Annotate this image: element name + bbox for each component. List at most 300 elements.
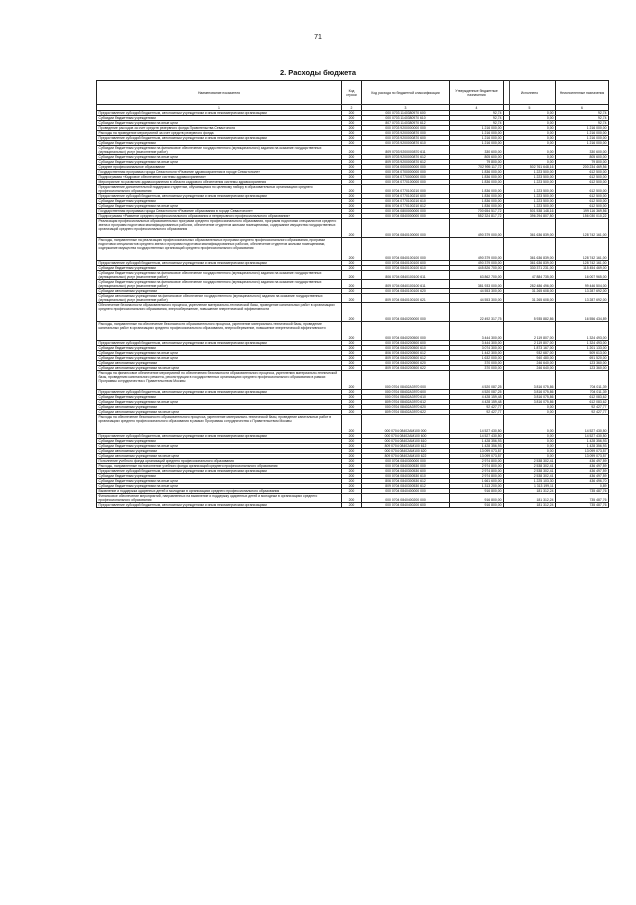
cell-executed: 361 636 839,00 <box>504 219 556 238</box>
cell-approved: 330 600,00 <box>450 146 504 155</box>
cell-classification-code: 000 0704 08402А3970 610 <box>362 395 450 400</box>
cell-approved: 2 974 800,00 <box>450 474 504 479</box>
cell-executed: 1 223 500,00 <box>504 199 556 204</box>
cell-classification-code: 000 0704 0770100000 000 <box>362 180 450 185</box>
cell-remaining: 805 600,00 <box>556 155 609 160</box>
cell-classification-code: 000 0704 08402А3970 000 <box>362 371 450 390</box>
cell-executed: 181 312,24 <box>504 489 556 494</box>
cell-remaining: 612 083,62 <box>556 400 609 405</box>
cell-name: Субсидии бюджетным учреждениям на иные цели <box>97 121 342 126</box>
table-row <box>97 371 609 390</box>
cell-name: Предоставление субсидий бюджетным, автономным учреждениям и иным некоммерческим организациям <box>97 503 342 508</box>
table-row <box>97 303 609 322</box>
cell-name: Предоставление субсидий бюджетным, автономным учреждениям и иным некоммерческим организациям <box>97 341 342 346</box>
cell-approved: 2 974 800,00 <box>450 459 504 464</box>
cell-name: Субсидии бюджетным учреждениям на иные цели <box>97 444 342 449</box>
cell-executed: 1 223 500,00 <box>504 175 556 180</box>
cell-line-code: 200 <box>342 160 362 165</box>
cell-remaining: 13 287 692,00 <box>556 294 609 303</box>
cell-remaining: 1 428 356,93 <box>556 439 609 444</box>
cell-classification-code: 000 0704 0770100210 000 <box>362 185 450 194</box>
cell-classification-code: 809 0703 9200000870 611 <box>362 146 450 155</box>
cell-name: Предоставление субсидий бюджетным, автономным учреждениям и иным некоммерческим организациям <box>97 261 342 266</box>
cell-approved: 3 074 300,00 <box>450 346 504 351</box>
cell-line-code: 200 <box>342 449 362 454</box>
cell-line-code: 200 <box>342 303 362 322</box>
cell-remaining: 1 428 356,93 <box>556 444 609 449</box>
cell-classification-code: 000 0704 0840100100 600 <box>362 261 450 266</box>
cell-executed: 0,00 <box>504 405 556 410</box>
cell-executed: 1 873 167,00 <box>504 346 556 351</box>
cell-executed: 501 538 148,16 <box>504 209 556 214</box>
cell-remaining: 612 500,00 <box>556 199 609 204</box>
cell-name: Обеспечение безопасности образовательного процесса, укрепление материально-технической базы, проведение капитальных работ в организациях среднего профессионального образования, энергосбережение, повышение энергетической эффективности <box>97 303 342 322</box>
cell-classification-code: 000 0704 0840100000 000 <box>362 219 450 238</box>
cell-line-code: 200 <box>342 459 362 464</box>
cell-line-code: 200 <box>342 469 362 474</box>
header-line-code: Код строки <box>342 81 362 105</box>
cell-remaining: 612 500,00 <box>556 185 609 194</box>
cell-name: Субсидии автономным учреждениям на иные цели <box>97 454 342 459</box>
cell-executed: 0,00 <box>504 141 556 146</box>
cell-name: Расходы на проведение мероприятий за счет средств резервного фонда <box>97 131 342 136</box>
cell-line-code: 200 <box>342 165 362 170</box>
cell-approved: 44 553 300,00 <box>450 294 504 303</box>
cell-approved: 63 862 700,00 <box>450 271 504 280</box>
cell-executed: 2 119 807,00 <box>504 322 556 341</box>
cell-name: Субсидии бюджетным учреждениям <box>97 116 342 121</box>
cell-classification-code: 000 0704 0700000000 000 <box>362 170 450 175</box>
cell-remaining: 612 500,00 <box>556 204 609 209</box>
cell-name: Выявление и поддержка одаренных детей и молодежи в организациях среднего профессионального образования <box>97 489 342 494</box>
header-number: 3 <box>362 105 450 111</box>
budget-expenses-table-wrapper <box>96 80 608 508</box>
cell-remaining: 13 099 073,57 <box>556 449 609 454</box>
cell-executed: 0,00 <box>504 126 556 131</box>
cell-classification-code: 000 0704 08402А3970 600 <box>362 390 450 395</box>
table-row <box>97 415 609 434</box>
cell-name: Субсидии автономным учреждениям <box>97 405 342 410</box>
cell-line-code: 200 <box>342 371 362 390</box>
cell-classification-code: 000 0704 0840200500 600 <box>362 341 450 346</box>
cell-executed: 2 538 302,41 <box>504 459 556 464</box>
cell-approved: 370 000,00 <box>450 361 504 366</box>
cell-approved: 4 428 159,48 <box>450 400 504 405</box>
cell-name: Субсидии бюджетным учреждениям на иные цели <box>97 351 342 356</box>
cell-executed: 0,00 <box>504 116 556 121</box>
cell-approved: 4 520 087,25 <box>450 371 504 390</box>
cell-executed: 3 816 075,86 <box>504 371 556 390</box>
cell-approved: 92 427,77 <box>450 410 504 415</box>
table-row <box>97 185 609 194</box>
page-number: 71 <box>314 34 322 41</box>
cell-classification-code: 806 0704 0840200500 612 <box>362 351 450 356</box>
cell-approved: 13 099 073,57 <box>450 449 504 454</box>
cell-classification-code: 809 0704 08402А3970 612 <box>362 400 450 405</box>
cell-line-code: 200 <box>342 351 362 356</box>
cell-line-code: 200 <box>342 361 362 366</box>
cell-line-code: 200 <box>342 346 362 351</box>
cell-name: Предоставление субсидий бюджетным, автономным учреждениям и иным некоммерческим организациям <box>97 194 342 199</box>
cell-classification-code: 000 0703 1140380970 610 <box>362 116 450 121</box>
cell-name: Предоставление субсидий бюджетным, автономным учреждениям и иным некоммерческим организациям <box>97 469 342 474</box>
cell-classification-code: 000 0704 0840200500 610 <box>362 346 450 351</box>
cell-classification-code: 000 0704 0840200000 000 <box>362 303 450 322</box>
cell-line-code: 200 <box>342 180 362 185</box>
cell-executed: 3 816 075,86 <box>504 400 556 405</box>
header-name: Наименование показателя <box>97 81 342 105</box>
cell-executed: 0,00 <box>504 160 556 165</box>
cell-line-code: 200 <box>342 395 362 400</box>
cell-executed: 0,00 <box>504 454 556 459</box>
cell-classification-code: 000 0703 9200000000 000 <box>362 126 450 131</box>
cell-line-code: 200 <box>342 141 362 146</box>
cell-executed: 246 640,00 <box>504 361 556 366</box>
cell-classification-code: 000 0704 08402АМ100 000 <box>362 415 450 434</box>
cell-remaining: 704 011,39 <box>556 390 609 395</box>
cell-classification-code: 806 0704 0840300530 612 <box>362 479 450 484</box>
cell-executed: 181 312,24 <box>504 494 556 503</box>
cell-name: Предоставление субсидий бюджетным, автономным учреждениям и иным некоммерческим организациям <box>97 390 342 395</box>
cell-remaining: 1 216 000,00 <box>556 141 609 146</box>
cell-approved: 14 527 430,50 <box>450 434 504 439</box>
cell-line-code: 200 <box>342 294 362 303</box>
cell-remaining: 436 497,59 <box>556 459 609 464</box>
cell-executed: 181 312,24 <box>504 503 556 508</box>
cell-name: Субсидии автономным учреждениям на финансовое обеспечение государственного (муниципального) задания на оказание государственных (муниципальных) услуг (выполнение работ) <box>97 294 342 303</box>
cell-classification-code: 000 0704 0770000000 000 <box>362 175 450 180</box>
cell-approved: 1 836 000,00 <box>450 170 504 175</box>
cell-name: Предоставление субсидий бюджетным, автономным учреждениям и иным некоммерческим организациям <box>97 136 342 141</box>
cell-executed: 282 486 496,00 <box>504 280 556 289</box>
cell-approved: 1 216 000,00 <box>450 136 504 141</box>
cell-approved: 4 520 087,25 <box>450 390 504 395</box>
cell-line-code: 200 <box>342 121 362 126</box>
cell-remaining: 1 324 493,00 <box>556 341 609 346</box>
cell-remaining: 1 216 000,00 <box>556 126 609 131</box>
cell-remaining: 156 030 010,22 <box>556 214 609 219</box>
cell-classification-code: 000 0704 0840300530 600 <box>362 469 450 474</box>
cell-name: Субсидии бюджетным учреждениям <box>97 199 342 204</box>
cell-line-code: 200 <box>342 444 362 449</box>
cell-name: Государственная программа города Севастополя «Развитие здравоохранения в городе Севастополе» <box>97 170 342 175</box>
cell-name: Предоставление дополнительной поддержки студентам, обучающимся по целевому набору в образовательных организациях среднего профессионального образования <box>97 185 342 194</box>
cell-executed: 361 636 839,00 <box>504 238 556 261</box>
cell-remaining: 436 497,59 <box>556 464 609 469</box>
cell-executed: 5 935 882,86 <box>504 303 556 322</box>
cell-approved: 92 427,77 <box>450 405 504 410</box>
cell-line-code: 200 <box>342 410 362 415</box>
cell-name: Субсидии бюджетным учреждениям <box>97 346 342 351</box>
cell-approved: 805 600,00 <box>450 155 504 160</box>
header-number: 2 <box>342 105 362 111</box>
cell-classification-code: 000 0704 0840300530 610 <box>362 474 450 479</box>
cell-name: Субсидии автономным учреждениям на иные цели <box>97 366 342 371</box>
cell-classification-code: 000 0704 0840400200 600 <box>362 503 450 508</box>
cell-remaining: 1 324 493,00 <box>556 322 609 341</box>
cell-approved: 370 000,00 <box>450 366 504 371</box>
cell-line-code: 200 <box>342 322 362 341</box>
cell-remaining: 1 201 133,00 <box>556 346 609 351</box>
cell-name: Субсидии автономным учреждениям на иные цели <box>97 410 342 415</box>
cell-line-code: 200 <box>342 266 362 271</box>
cell-line-code: 200 <box>342 464 362 469</box>
cell-approved: 79 800,00 <box>450 160 504 165</box>
cell-remaining: 612 500,00 <box>556 170 609 175</box>
cell-remaining: 1 216 000,00 <box>556 131 609 136</box>
cell-executed: 1 313 199,11 <box>504 484 556 489</box>
cell-name: Финансовое обеспечение мероприятий, направленных на выявление и поддержку одаренных детей и молодежи в организациях среднего профессионального образования <box>97 494 342 503</box>
cell-approved: 1 216 000,00 <box>450 131 504 136</box>
cell-name: Субсидии автономным учреждениям <box>97 449 342 454</box>
cell-classification-code: 809 0704 0840100100 611 <box>362 280 450 289</box>
cell-approved: 916 800,00 <box>450 494 504 503</box>
cell-classification-code: 000 0703 1140380970 600 <box>362 111 450 116</box>
cell-line-code: 200 <box>342 204 362 209</box>
cell-name: Субсидии бюджетным учреждениям на иные цели <box>97 204 342 209</box>
header-remaining: Неисполненные назначения <box>556 81 609 105</box>
cell-remaining: 92,74 <box>556 111 609 116</box>
table-body <box>97 111 609 508</box>
cell-name: Расходы на обеспечение безопасности образовательного процесса, укрепление материально-технической базы, проведение капитальных работ в организациях среднего профессионального образования в рамках Программы сотрудничества с Правительством Москвы <box>97 415 342 434</box>
cell-name: Субсидии бюджетным учреждениям <box>97 439 342 444</box>
cell-approved: 92,74 <box>450 111 504 116</box>
cell-remaining: 92,74 <box>556 121 609 126</box>
cell-classification-code: 000 0704 0840200500 000 <box>362 322 450 341</box>
cell-executed: 0,00 <box>504 410 556 415</box>
cell-approved: 3 444 300,00 <box>450 322 504 341</box>
cell-executed: 31 265 608,00 <box>504 294 556 303</box>
table-row <box>97 271 609 280</box>
cell-approved: 1 428 356,93 <box>450 439 504 444</box>
cell-remaining: 330 600,00 <box>556 146 609 155</box>
cell-line-code: 200 <box>342 209 362 214</box>
cell-approved: 490 379 000,00 <box>450 219 504 238</box>
table-row <box>97 238 609 261</box>
scan-edge-mark <box>509 80 510 120</box>
cell-classification-code: 809 0704 0840100100 621 <box>362 294 450 303</box>
cell-executed: 1 225 103,30 <box>504 479 556 484</box>
cell-remaining: 16 556 434,89 <box>556 303 609 322</box>
cell-approved: 1 836 000,00 <box>450 185 504 194</box>
cell-name: Субсидии бюджетным учреждениям на иные цели <box>97 155 342 160</box>
cell-remaining: 612 500,00 <box>556 180 609 185</box>
cell-remaining: 128 742 161,00 <box>556 219 609 238</box>
header-number: 6 <box>556 105 609 111</box>
cell-executed: 1 223 500,00 <box>504 204 556 209</box>
cell-approved: 1 836 000,00 <box>450 175 504 180</box>
cell-classification-code: 000 0704 08402АМ100 610 <box>362 439 450 444</box>
cell-approved: 1 216 000,00 <box>450 141 504 146</box>
cell-name: Субсидии бюджетным учреждениям <box>97 266 342 271</box>
cell-executed: 0,00 <box>504 444 556 449</box>
cell-name: Субсидии бюджетным учреждениям на иные цели <box>97 400 342 405</box>
cell-name: Субсидии автономным учреждениям <box>97 289 342 294</box>
table-row <box>97 146 609 155</box>
cell-executed: 0,00 <box>504 146 556 155</box>
cell-executed: 0,00 <box>504 111 556 116</box>
cell-approved: 4 428 159,48 <box>450 395 504 400</box>
cell-classification-code: 809 0704 0840200500 622 <box>362 366 450 371</box>
cell-line-code: 200 <box>342 175 362 180</box>
cell-classification-code: 000 0704 08402АМ100 600 <box>362 434 450 439</box>
cell-remaining: 92 427,77 <box>556 405 609 410</box>
cell-executed: 1 223 500,00 <box>504 180 556 185</box>
cell-approved: 916 800,00 <box>450 503 504 508</box>
cell-executed: 1 223 500,00 <box>504 185 556 194</box>
cell-classification-code: 000 0704 0770100210 610 <box>362 199 450 204</box>
cell-line-code: 200 <box>342 111 362 116</box>
cell-name: Пополнение учебного фонда организаций среднего профессионального образования <box>97 459 342 464</box>
cell-remaining: 612 083,62 <box>556 395 609 400</box>
header-number: 5 <box>504 105 556 111</box>
cell-name: Предоставление субсидий бюджетным, автономным учреждениям и иным некоммерческим организациям <box>97 434 342 439</box>
table-row <box>97 214 609 219</box>
cell-classification-code: 809 0704 0840200500 612 <box>362 356 450 361</box>
cell-approved: 1 442 300,00 <box>450 351 504 356</box>
cell-remaining: 128 742 161,00 <box>556 238 609 261</box>
cell-approved: 1 836 000,00 <box>450 199 504 204</box>
cell-executed: 1 223 500,00 <box>504 194 556 199</box>
cell-executed: 0,00 <box>504 131 556 136</box>
cell-remaining: 79 800,00 <box>556 160 609 165</box>
cell-name: Расходы на финансовое обеспечение мероприятий по обеспечению безопасности образовательного процесса, укреплению материально-технической базы, проведению капитального ремонта, реконструкции в государственных организациях среднего профессионального образования в рамках Программы сотрудничества с Правительством Москвы <box>97 371 342 390</box>
cell-executed: 3 816 075,86 <box>504 395 556 400</box>
cell-remaining: 92 427,77 <box>556 410 609 415</box>
cell-line-code: 200 <box>342 484 362 489</box>
cell-approved: 44 553 300,00 <box>450 289 504 294</box>
cell-line-code: 200 <box>342 415 362 434</box>
cell-approved: 3 444 300,00 <box>450 341 504 346</box>
cell-executed: 47 884 735,00 <box>504 271 556 280</box>
cell-classification-code: 809 0704 08402А3970 622 <box>362 410 450 415</box>
cell-line-code: 200 <box>342 214 362 219</box>
cell-executed: 2 538 302,41 <box>504 464 556 469</box>
cell-line-code: 200 <box>342 199 362 204</box>
cell-approved: 92,74 <box>450 121 504 126</box>
cell-classification-code: 807 0703 1140380970 612 <box>362 121 450 126</box>
section-title: 2. Расходы бюджета <box>279 68 357 77</box>
cell-remaining: 735 487,76 <box>556 489 609 494</box>
cell-executed: 0,00 <box>504 121 556 126</box>
cell-approved: 1 836 000,00 <box>450 204 504 209</box>
header-number: 1 <box>97 105 342 111</box>
cell-remaining: 14 527 430,50 <box>556 415 609 434</box>
cell-classification-code: 000 0704 0770100210 600 <box>362 194 450 199</box>
cell-line-code: 200 <box>342 405 362 410</box>
cell-classification-code: 809 0704 08402АМ100 612 <box>362 444 450 449</box>
cell-classification-code: 809 0704 0840300530 612 <box>362 484 450 489</box>
cell-remaining: 13 099 073,57 <box>556 454 609 459</box>
cell-remaining: 115 454 469,00 <box>556 266 609 271</box>
cell-classification-code: 809 0704 08402АМ100 622 <box>362 454 450 459</box>
cell-executed: 2 538 302,41 <box>504 469 556 474</box>
cell-approved: 552 324 817,72 <box>450 214 504 219</box>
cell-approved: 1 661 600,00 <box>450 479 504 484</box>
cell-name: Расходы, направленные на реализацию профессиональных образовательных программ среднего профессионального образования, программ подготовки специалистов среднего звена и программ подготовки квалифицированных рабочих, обеспечение студентов жилыми помещениями, содержание имущества государственных организаций среднего профессионального образования <box>97 238 342 261</box>
cell-classification-code: 000 0703 9200000870 000 <box>362 131 450 136</box>
cell-remaining: 199 116 369,56 <box>556 209 609 214</box>
cell-line-code: 200 <box>342 194 362 199</box>
cell-line-code: 200 <box>342 341 362 346</box>
cell-line-code: 200 <box>342 185 362 194</box>
cell-remaining: 123 360,00 <box>556 366 609 371</box>
cell-remaining: 123 360,00 <box>556 361 609 366</box>
cell-line-code: 200 <box>342 356 362 361</box>
cell-name: Субсидии бюджетным учреждениям на иные цели <box>97 484 342 489</box>
budget-expenses-table <box>96 80 609 508</box>
cell-name: Субсидии бюджетным учреждениям на финансовое обеспечение государственного (муниципального) задания на оказание государственных (муниципальных) услуг (выполнение работ) <box>97 271 342 280</box>
cell-name: Субсидии бюджетным учреждениям на финансовое обеспечение государственного (муниципального) задания на оказание государственных (муниципальных) услуг (выполнение работ) <box>97 146 342 155</box>
cell-remaining: 16 007 965,00 <box>556 271 609 280</box>
cell-executed: 361 636 839,00 <box>504 261 556 266</box>
cell-line-code: 200 <box>342 170 362 175</box>
cell-name: Расходы, направленные на пополнение учебного фонда организаций среднего профессионального образования <box>97 464 342 469</box>
cell-line-code: 200 <box>342 489 362 494</box>
cell-executed: 0,00 <box>504 434 556 439</box>
cell-approved: 1 836 000,00 <box>450 194 504 199</box>
cell-approved: 700 654 517,72 <box>450 209 504 214</box>
cell-remaining: 99 446 504,00 <box>556 280 609 289</box>
cell-approved: 445 826 700,00 <box>450 266 504 271</box>
cell-name: Субсидии автономным учреждениям <box>97 361 342 366</box>
cell-classification-code: 000 0704 0840400000 000 <box>362 489 450 494</box>
cell-line-code: 200 <box>342 454 362 459</box>
cell-remaining: 735 487,76 <box>556 494 609 503</box>
table-row <box>97 503 609 508</box>
table-row <box>97 219 609 238</box>
cell-name: Субсидии бюджетным учреждениям <box>97 474 342 479</box>
cell-executed: 2 538 302,41 <box>504 474 556 479</box>
cell-classification-code: 806 0704 0840100100 611 <box>362 271 450 280</box>
cell-executed: 0,00 <box>504 415 556 434</box>
cell-executed: 502 761 648,16 <box>504 165 556 170</box>
cell-remaining: 704 011,39 <box>556 371 609 390</box>
cell-line-code: 200 <box>342 390 362 395</box>
table-row <box>97 294 609 303</box>
cell-line-code: 200 <box>342 494 362 503</box>
cell-remaining: 14 527 430,50 <box>556 434 609 439</box>
cell-remaining: 436 497,59 <box>556 469 609 474</box>
cell-approved: 92,74 <box>450 116 504 121</box>
cell-approved: 490 379 000,00 <box>450 261 504 266</box>
cell-remaining: 509 613,00 <box>556 351 609 356</box>
cell-approved: 1 836 000,00 <box>450 180 504 185</box>
cell-name: Субсидии бюджетным учреждениям на иные цели <box>97 356 342 361</box>
cell-executed: 396 294 807,50 <box>504 214 556 219</box>
cell-approved: 1 428 356,93 <box>450 444 504 449</box>
cell-line-code: 200 <box>342 366 362 371</box>
cell-remaining: 691 520,00 <box>556 356 609 361</box>
cell-line-code: 200 <box>342 289 362 294</box>
cell-name: Подпрограмма «Развитие среднего профессионального образования и непрерывного профессионального образования» <box>97 214 342 219</box>
cell-executed: 2 119 807,00 <box>504 341 556 346</box>
cell-classification-code: 809 0703 9200000870 612 <box>362 160 450 165</box>
table-row <box>97 261 609 266</box>
cell-classification-code: 000 0704 08402АМ100 620 <box>362 449 450 454</box>
cell-name: Проведение расходов за счет средств резервного фонда Правительства Севастополя <box>97 126 342 131</box>
cell-name: Субсидии бюджетным учреждениям <box>97 395 342 400</box>
cell-executed: 940 480,00 <box>504 356 556 361</box>
cell-approved: 13 099 073,57 <box>450 454 504 459</box>
cell-approved: 14 527 430,50 <box>450 415 504 434</box>
table-row <box>97 209 609 214</box>
cell-line-code: 200 <box>342 126 362 131</box>
cell-classification-code: 000 0704 0840100100 620 <box>362 289 450 294</box>
table-row <box>97 322 609 341</box>
cell-executed: 246 640,00 <box>504 366 556 371</box>
cell-approved: 702 995 117,72 <box>450 165 504 170</box>
